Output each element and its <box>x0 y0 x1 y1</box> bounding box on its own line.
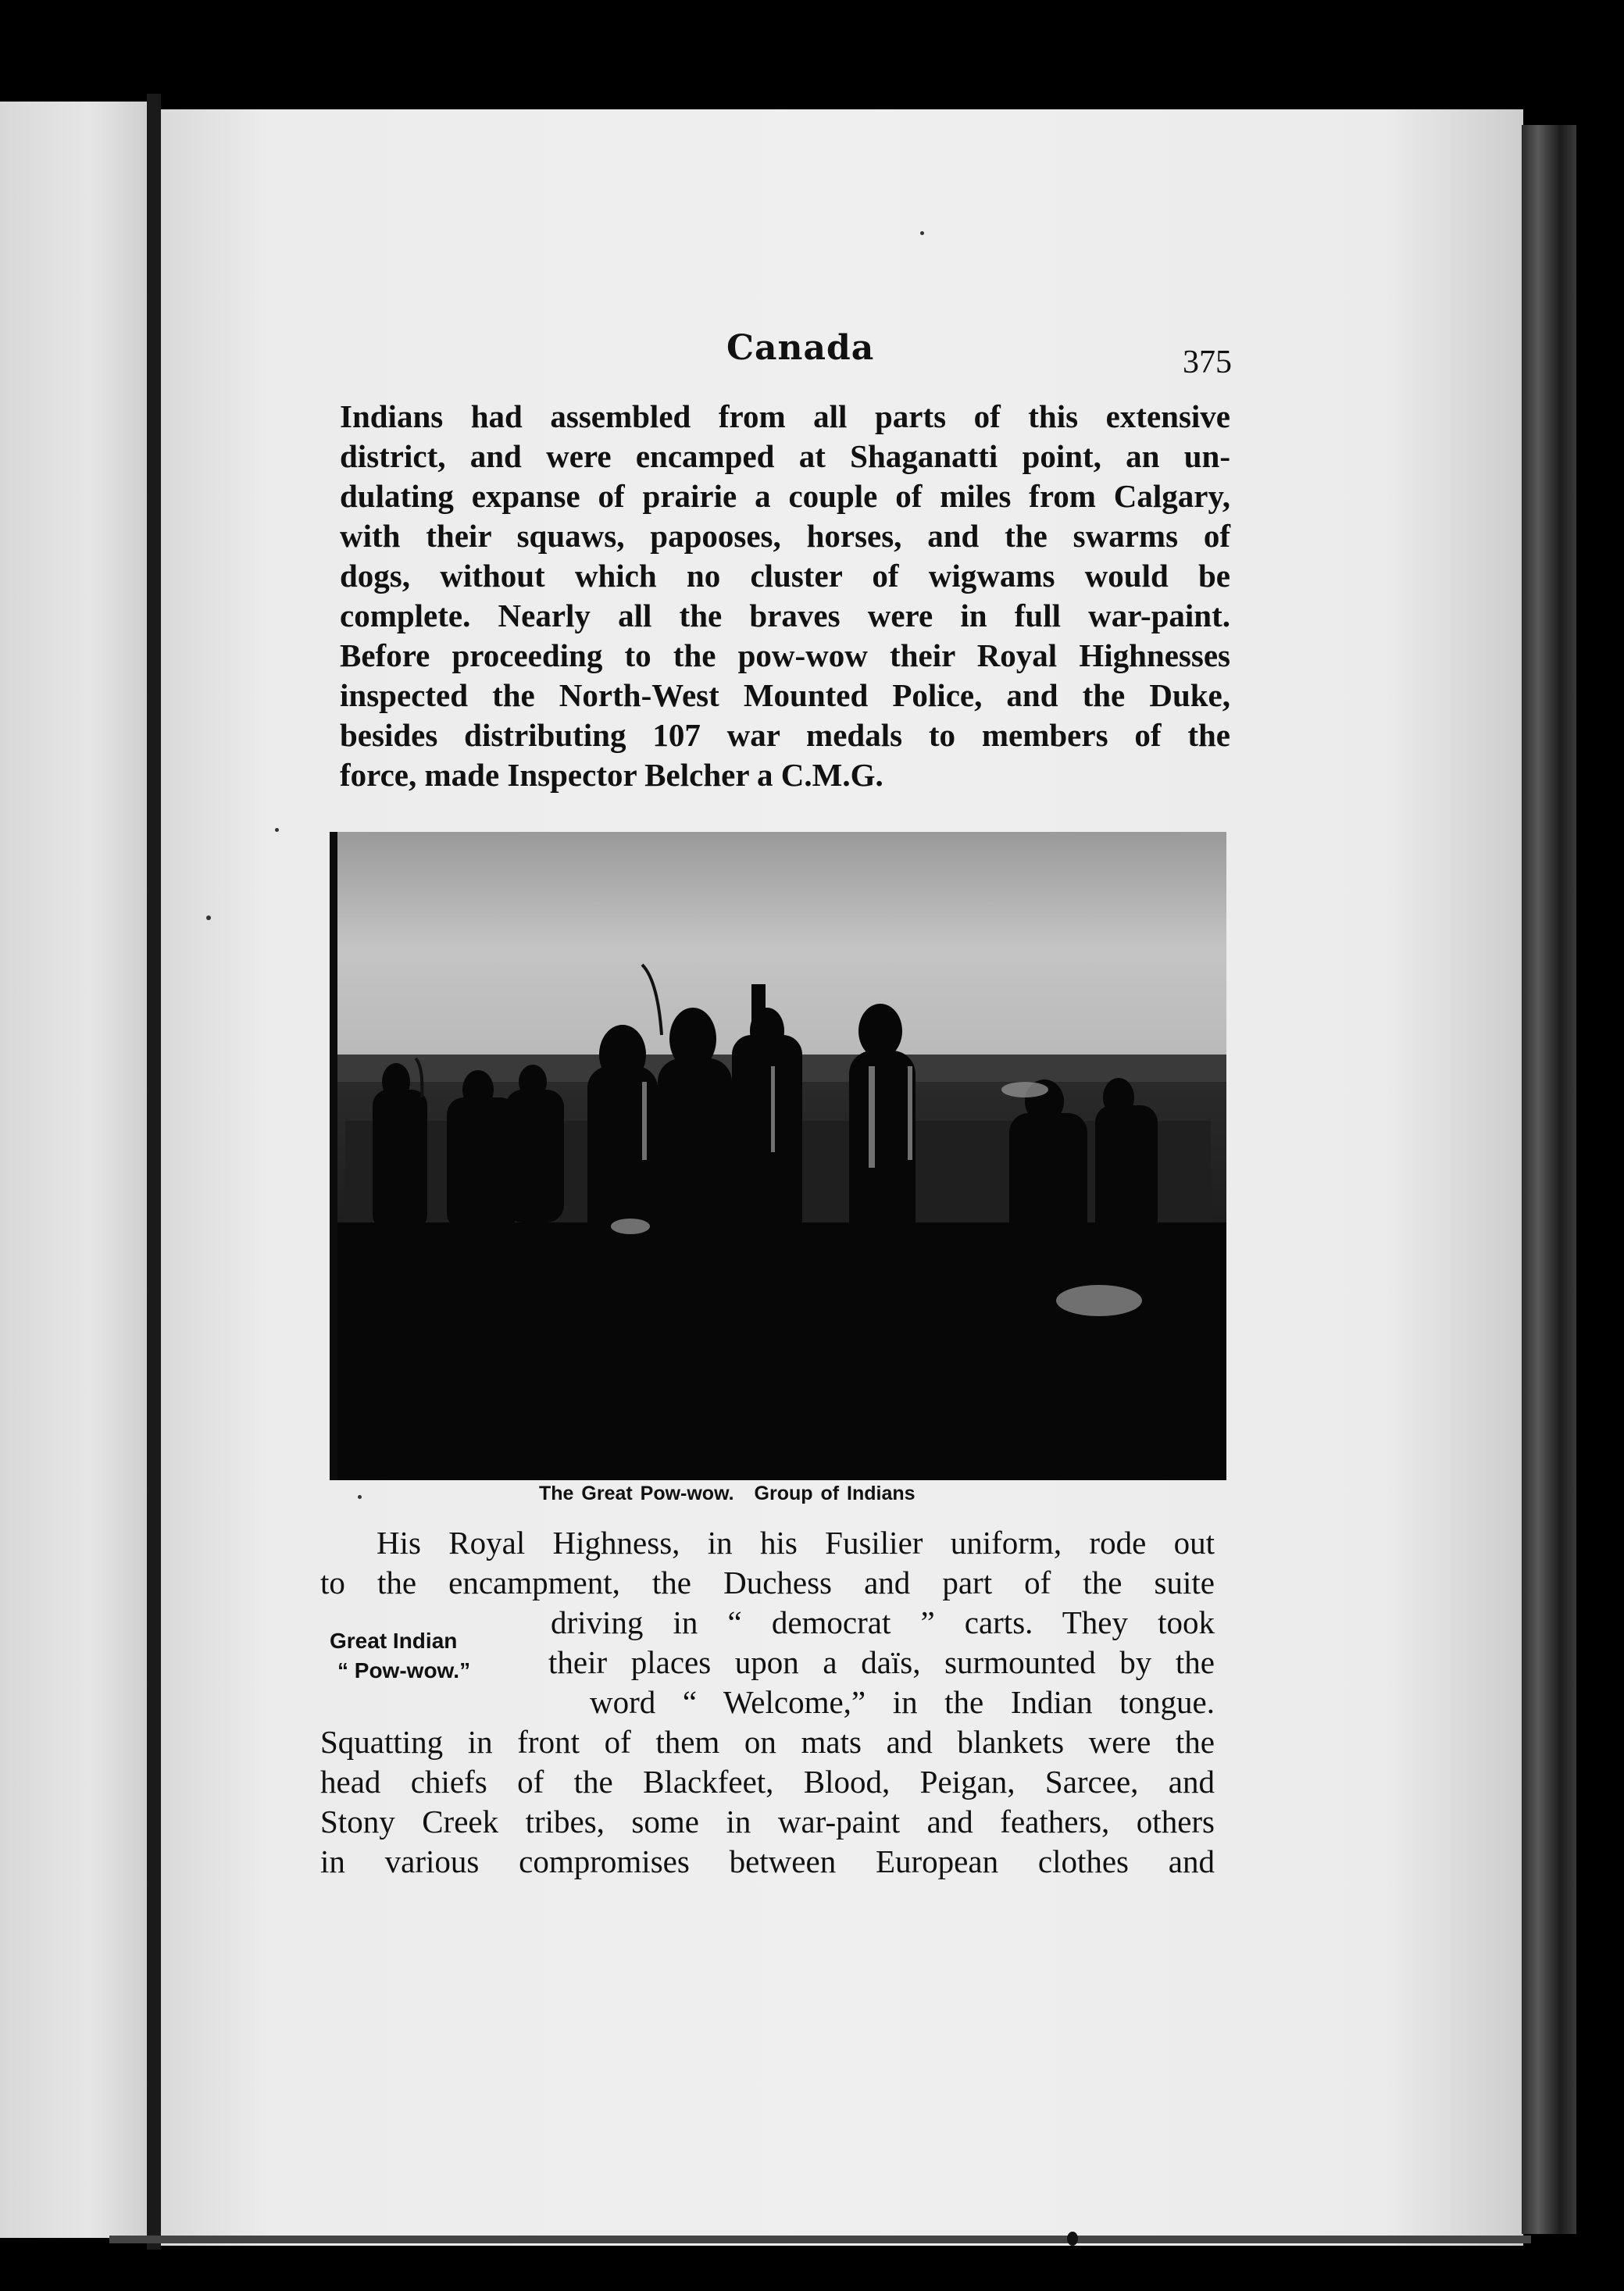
ink-speck <box>206 915 211 920</box>
text-line: district, and were encamped at Shaganatti point, an un- <box>340 438 1230 474</box>
text-line: driving in “ democrat ” carts. They took <box>551 1604 1215 1640</box>
page-number: 375 <box>1183 344 1232 380</box>
caption-subtitle: Group of Indians <box>754 1483 916 1504</box>
bottom-paragraph <box>320 1523 1215 1882</box>
running-head: Canada <box>726 328 875 368</box>
text-line: in various compromises between European clothes and <box>320 1843 1215 1879</box>
page-bottom-shadow <box>109 2236 1531 2243</box>
text-line: their places upon a daïs, surmounted by the <box>548 1644 1215 1680</box>
caption-title: The Great Pow-wow. <box>539 1483 734 1504</box>
text-line: to the encampment, the Duchess and part of the suite <box>320 1565 1215 1600</box>
sidenote-line: Great Indian <box>330 1629 458 1653</box>
text-line: force, made Inspector Belcher a C.M.G. <box>340 757 883 793</box>
text-line: word “ Welcome,” in the Indian tongue. <box>590 1684 1215 1720</box>
text-line: His Royal Highness, in his Fusilier uniform, rode out <box>377 1525 1215 1561</box>
text-line: Indians had assembled from all parts of this extensive <box>340 398 1230 434</box>
sidenote-line: “ Pow-wow.” <box>337 1658 471 1683</box>
top-paragraph <box>340 397 1230 795</box>
text-line: Stony Creek tribes, some in war-paint and feathers, others <box>320 1804 1215 1840</box>
text-line: dulating expanse of prairie a couple of miles from Calgary, <box>340 478 1230 514</box>
text-line: Before proceeding to the pow-wow their Royal Highnesses <box>340 637 1230 673</box>
ink-blot <box>1067 2232 1078 2246</box>
ink-speck <box>358 1495 362 1499</box>
text-line: with their squaws, papooses, horses, and the swarms of <box>340 518 1230 554</box>
book-gutter <box>147 94 161 2250</box>
margin-sidenote <box>330 1626 470 1686</box>
text-line: complete. Nearly all the braves were in full war-paint. <box>340 598 1230 633</box>
page-stack-edge <box>1522 125 1576 2234</box>
text-line: inspected the North-West Mounted Police, and the Duke, <box>340 677 1230 713</box>
text-line: besides distributing 107 war medals to members of the <box>340 717 1230 753</box>
pow-wow-photograph <box>330 832 1226 1480</box>
text-line: dogs, without which no cluster of wigwams would be <box>340 558 1230 594</box>
left-page-edge <box>0 102 148 2238</box>
text-line: Squatting in front of them on mats and blankets were the <box>320 1724 1215 1760</box>
text-line: head chiefs of the Blackfeet, Blood, Peigan, Sarcee, and <box>320 1764 1215 1800</box>
photo-caption <box>539 1483 916 1505</box>
ink-speck <box>920 231 924 235</box>
ink-speck <box>275 828 279 832</box>
